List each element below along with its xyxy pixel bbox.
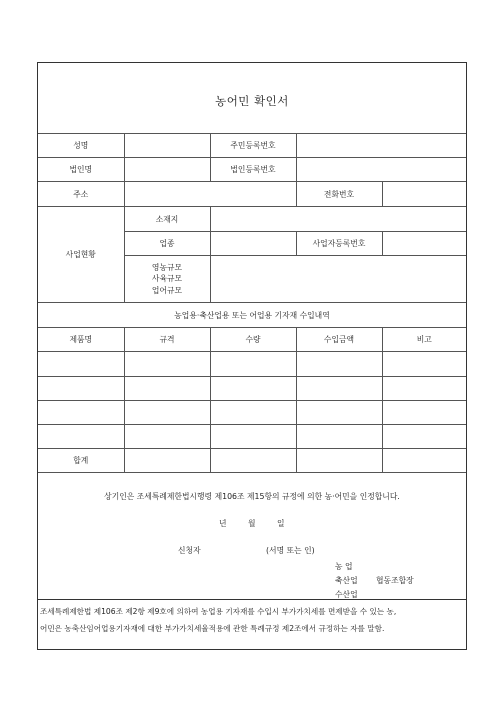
scale-fishing-label: 업어규모 [151, 285, 183, 295]
footer-line-2: 어민은 농축산임어업용기자재에 대한 부가가치세율적용에 관한 특례규정 제2조에서 규정하는 자를 말함. [40, 624, 385, 633]
table-cell[interactable] [296, 352, 382, 377]
business-reg-no-field[interactable] [382, 232, 466, 256]
table-cell[interactable] [296, 425, 382, 449]
col-import-amount: 수입금액 [296, 328, 382, 352]
table-row [38, 352, 466, 377]
scale-field[interactable] [210, 256, 466, 303]
location-field[interactable] [210, 207, 466, 232]
scale-labels [124, 256, 210, 303]
col-quantity: 수량 [210, 328, 296, 352]
org-fishery-label: 수산업 [335, 590, 358, 599]
address-label: 주소 [38, 182, 124, 207]
table-cell[interactable] [38, 425, 124, 449]
farmer-certificate-form [37, 62, 467, 650]
table-cell[interactable] [38, 377, 124, 401]
table-cell[interactable] [296, 401, 382, 425]
address-field[interactable] [124, 182, 296, 207]
table-cell[interactable] [210, 352, 296, 377]
org-farm-label: 농 업 [335, 562, 353, 571]
col-product-name: 제품명 [38, 328, 124, 352]
table-cell[interactable] [382, 425, 466, 449]
corp-reg-no-field[interactable] [296, 158, 466, 182]
corp-reg-no-label: 법인등록번호 [210, 158, 296, 182]
table-cell[interactable] [382, 401, 466, 425]
table-cell[interactable] [38, 401, 124, 425]
col-spec: 규격 [124, 328, 210, 352]
location-label: 소재지 [124, 207, 210, 232]
name-field[interactable] [124, 134, 210, 158]
scale-farming-label: 영농규모 [151, 262, 183, 272]
scale-livestock-label: 사육규모 [151, 274, 183, 284]
date-day-label: 일 [277, 519, 286, 528]
industry-field[interactable] [210, 232, 296, 256]
business-reg-no-label: 사업자등록번호 [296, 232, 382, 256]
phone-field[interactable] [382, 182, 466, 207]
industry-label: 업종 [124, 232, 210, 256]
table-cell[interactable] [210, 401, 296, 425]
table-cell[interactable] [382, 377, 466, 401]
table-cell[interactable] [210, 425, 296, 449]
phone-label: 전화번호 [296, 182, 382, 207]
col-remarks: 비고 [382, 328, 466, 352]
corp-name-label: 법인명 [38, 158, 124, 182]
table-cell[interactable] [124, 352, 210, 377]
purchase-section-title: 농업용·축산업용 또는 어업용 기자재 수입내역 [38, 303, 466, 328]
declaration-section [38, 463, 466, 599]
total-label: 합계 [38, 449, 124, 473]
business-status-label: 사업현황 [38, 207, 124, 303]
footer-line-1: 조세특례제한법 제106조 제2항 제9호에 의하여 농업용 기자재를 수입시 부가가치세를 면제받을 수 있는 농, [40, 607, 397, 616]
date-month-label: 월 [247, 519, 257, 528]
table-cell[interactable] [124, 377, 210, 401]
org-livestock-label: 축산업 [335, 576, 358, 585]
footer-note [38, 599, 466, 650]
table-cell[interactable] [296, 377, 382, 401]
resident-no-field[interactable] [296, 134, 466, 158]
table-cell[interactable] [124, 425, 210, 449]
date-line [38, 518, 466, 529]
certificate-table [38, 133, 466, 473]
corp-name-field[interactable] [124, 158, 210, 182]
coop-head-label: 협동조합장 [376, 576, 414, 585]
date-year-label: 년 [218, 519, 227, 528]
table-cell[interactable] [124, 401, 210, 425]
table-row [38, 401, 466, 425]
table-cell[interactable] [382, 352, 466, 377]
table-row [38, 377, 466, 401]
table-row [38, 425, 466, 449]
name-label: 성명 [38, 134, 124, 158]
resident-no-label: 주민등록번호 [210, 134, 296, 158]
applicant-label: 신청자 [178, 546, 201, 555]
form-title: 농어민 확인서 [215, 94, 289, 108]
signature-label: (서명 또는 인) [266, 546, 315, 555]
declaration-statement: 상기인은 조세특례제한법시행령 제106조 제15항의 규정에 의한 농·어민을 인정합니다. [104, 492, 400, 501]
table-cell[interactable] [210, 377, 296, 401]
table-cell[interactable] [38, 352, 124, 377]
